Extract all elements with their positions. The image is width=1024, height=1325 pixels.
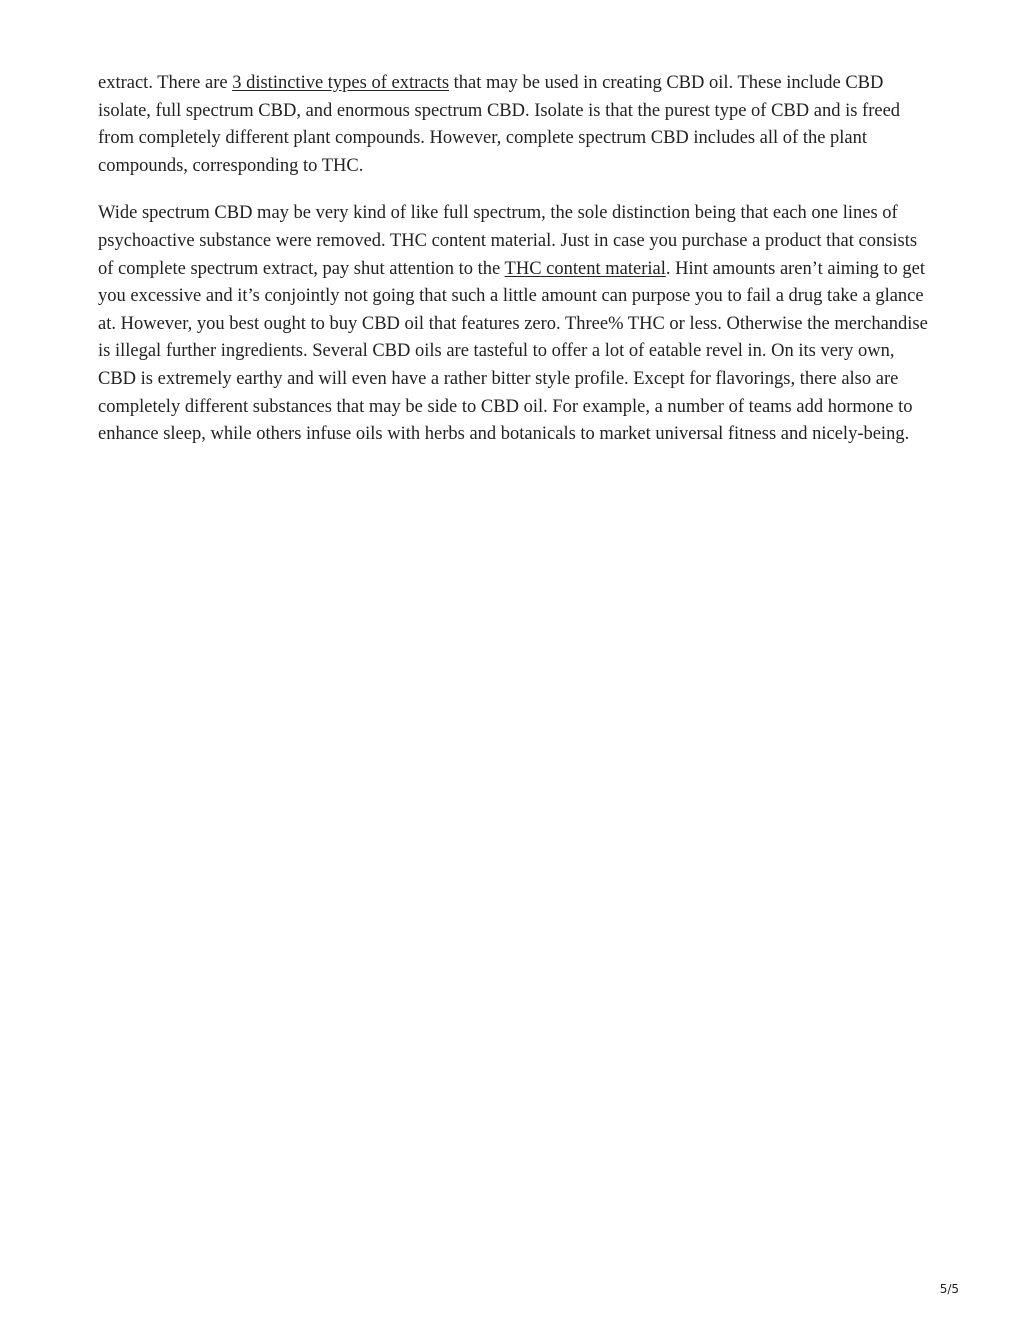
paragraph-text: Wide spectrum CBD may be very kind of like full spectrum, the sole distinction being that each one lines of psychoactive substance were removed. THC content material. Just in case you purchase a product that consists of complete spectrum extract, pay shut attention to the (98, 203, 918, 279)
thc-content-link[interactable]: THC content material (504, 258, 666, 279)
paragraph-extract-types (98, 70, 930, 180)
paragraph-text: that may be used in creating CBD oil. These include CBD isolate, full spectrum CBD, and enormous spectrum CBD. Isolate is that the purest type of CBD and is freed from completely different plant compounds. However, complete spectrum CBD includes all of the plant compounds, corresponding to THC. (98, 73, 901, 176)
paragraph-wide-spectrum (98, 200, 930, 448)
extract-types-link[interactable]: 3 distinctive types of extracts (232, 73, 450, 93)
page-number: 5/5 (939, 1282, 959, 1296)
paragraph-text: extract. There are (98, 73, 233, 93)
article-body (98, 70, 930, 469)
paragraph-text: . Hint amounts aren’t aiming to get you excessive and it’s conjointly not going that such a little amount can purpose you to fail a drug take a glance at. However, you best ought to buy CBD oil that features zero. Three% THC or less. Otherwise the merchandise is illegal further ingredients. Several CBD oils are tasteful to offer a lot of eatable revel in. On its very own, CBD is extremely earthy and will even have a rather bitter style profile. Except for flavorings, there also are completely different substances that may be side to CBD oil. For example, a number of teams add hormone to enhance sleep, while others infuse oils with herbs and botanicals to market universal fitness and nicely-being. (98, 258, 928, 445)
